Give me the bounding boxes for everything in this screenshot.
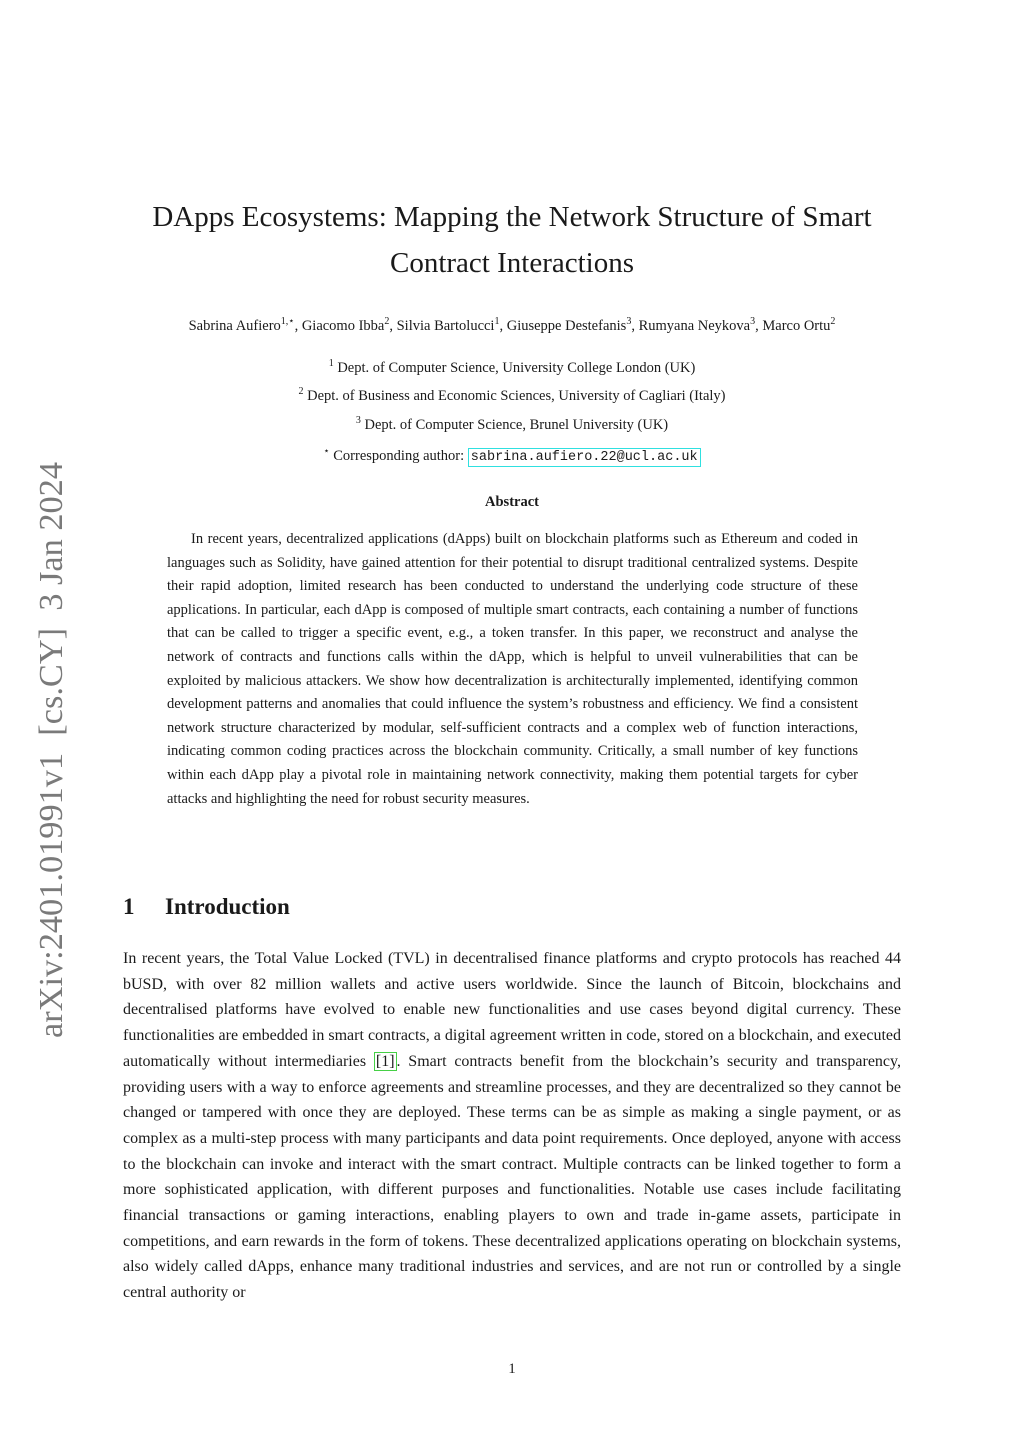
email-link[interactable]: sabrina.aufiero.22@ucl.ac.uk bbox=[468, 448, 701, 467]
author-name: Rumyana Neykova bbox=[638, 317, 751, 334]
corresponding-marker: ⋆ bbox=[323, 445, 330, 457]
affiliation-marker: 3 bbox=[355, 414, 361, 426]
intro-text-part2: . Smart contracts benefit from the blockchain’s security and transparency, providing users with a way to enforce agreements and streamline processes, and they are decentralized so they cannot be changed or tampered with once they are deployed. These terms can be as simple as making a single payment, or as complex as a multi-step process with many participants and data point requirements. Once deployed, anyone with access to the blockchain can invoke and interact with the smart contract. Multiple contracts can be linked together to form a more sophisticated application, with different purposes and functionalities. Notable use cases include facilitating financial transactions or gaming interactions, enabling players to own and trade in-game assets, participate in competitions, and earn rewards in the form of tokens. These decentralized applications operating on blockchain systems, also widely called dApps, enhance many traditional industries and services, and are not run or controlled by a single central authority or bbox=[123, 1052, 901, 1302]
section-title: Introduction bbox=[165, 894, 290, 919]
author-affil-marker: 2 bbox=[384, 316, 390, 327]
author-name: Silvia Bartolucci bbox=[396, 317, 495, 334]
affiliation-marker: 1 bbox=[328, 358, 334, 369]
affiliation-list bbox=[110, 352, 914, 468]
corresponding-author bbox=[110, 440, 914, 468]
intro-text-part1: In recent years, the Total Value Locked (TVL) in decentralised finance platforms and crypto protocols has reached 44 bUSD, with over 82 million wallets and active users worldwide. Since the launch of Bitcoin, blockchains and decentralised platforms have evolved to enable new functionalities and use cases beyond digital currency. These functionalities are embedded in smart contracts, a digital agreement written in code, stored on a blockchain, and executed automatically without intermediaries bbox=[123, 950, 901, 1070]
author-name: Giuseppe Destefanis bbox=[506, 317, 627, 334]
affiliation-text: Dept. of Computer Science, Brunel University (UK) bbox=[364, 416, 669, 433]
author-name: Sabrina Aufiero bbox=[188, 317, 281, 334]
author-affil-marker: 1 bbox=[494, 316, 500, 327]
affiliation bbox=[110, 380, 914, 408]
author-affil-marker: 3 bbox=[750, 316, 756, 327]
abstract-text: In recent years, decentralized applications (dApps) built on blockchain platforms such as Ethereum and coded in languages such as Solidity, have gained attention for their potential to disrupt traditional centralized systems. Despite their rapid adoption, limited research has been conducted to understand the underlying code structure of these applications. In particular, each dApp is composed of multiple smart contracts, each containing a number of functions that can be called to trigger a specific event, e.g., a token transfer. In this paper, we reconstruct and analyse the network of contracts and functions calls within the dApp, which is helpful to unveil vulnerabilities that can be exploited by malicious attackers. We show how decentralization is architecturally implemented, identifying common development patterns and anomalies that could influence the system’s robustness and efficiency. We find a consistent network structure characterized by modular, self-sufficient contracts and a complex web of function interactions, indicating common coding practices across the blockchain community. Critically, a small number of key functions within each dApp play a pivotal role in maintaining network connectivity, making them potential targets for cyber attacks and highlighting the need for robust security measures. bbox=[167, 531, 858, 807]
citation-link[interactable]: [1] bbox=[375, 1052, 395, 1070]
author-affil-marker: 2 bbox=[830, 316, 836, 327]
paper-title: DApps Ecosystems: Mapping the Network Structure of Smart Contract Interactions bbox=[152, 201, 872, 279]
affiliation-text: Dept. of Computer Science, University College London (UK) bbox=[337, 359, 696, 376]
arxiv-side-stamp bbox=[16, 462, 74, 1042]
author-name: Giacomo Ibba bbox=[301, 317, 385, 334]
arxiv-stamp-text: arXiv:2401.01991v1 [cs.CY] 3 Jan 2024 bbox=[33, 476, 70, 1038]
author-affil-marker: 1,⋆ bbox=[280, 316, 295, 327]
author-affil-marker: 3 bbox=[626, 316, 632, 327]
affiliation bbox=[110, 409, 914, 437]
page-number: 1 bbox=[508, 1361, 516, 1377]
section-heading bbox=[123, 894, 290, 920]
affiliation-marker: 2 bbox=[298, 386, 304, 398]
abstract-heading: Abstract bbox=[485, 494, 539, 510]
intro-paragraph bbox=[123, 946, 901, 1306]
author-name: Marco Ortu bbox=[762, 317, 831, 334]
affiliation bbox=[110, 352, 914, 380]
section-number: 1 bbox=[123, 894, 135, 919]
affiliation-text: Dept. of Business and Economic Sciences, University of Cagliari (Italy) bbox=[307, 388, 726, 405]
corresponding-label: Corresponding author: bbox=[333, 447, 465, 464]
author-list: Sabrina Aufiero$^{1,⋆}$, Giacomo Ibba$^2$, Silvia Bartolucci$^1$, Giuseppe Destefanis$^3$, Rumyana Neykova$^3$, Marco Ortu$^2$ bbox=[188, 316, 836, 334]
